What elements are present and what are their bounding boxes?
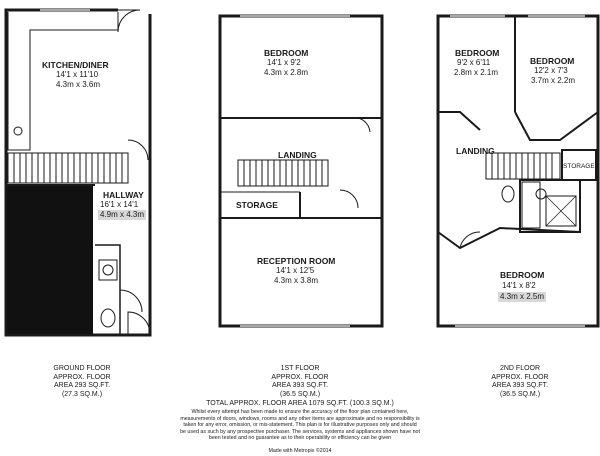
bedroom-4-metric: 4.3m x 2.5m	[500, 292, 545, 301]
second-floor-caption: 2ND FLOOR APPROX. FLOOR AREA 393 SQ.FT. (36.5 SQ.M.)	[491, 365, 549, 398]
hallway-imperial: 16'1 x 14'1	[100, 200, 139, 209]
basin-icon	[103, 265, 113, 275]
first-stairs	[238, 160, 328, 186]
storage-1-name: STORAGE	[236, 200, 278, 210]
bedroom-4-imperial: 14'1 x 8'2	[502, 281, 536, 290]
bedroom-1-metric: 4.3m x 2.8m	[264, 68, 309, 77]
hallway-metric: 4.9m x 4.3m	[100, 210, 145, 219]
bathroom	[502, 180, 580, 232]
bedroom-3-metric: 3.7m x 2.2m	[531, 76, 576, 85]
ground-stairs	[8, 153, 128, 183]
credit-line: Made with Metropix ©2014	[268, 448, 332, 454]
hob-icon	[14, 127, 22, 135]
hallway-name: HALLWAY	[103, 190, 144, 200]
reception-metric: 4.3m x 3.8m	[274, 276, 319, 285]
bedroom-2-name: BEDROOM	[455, 48, 500, 58]
toilet-icon	[101, 309, 115, 327]
bedroom-3-name: BEDROOM	[530, 56, 575, 66]
landing-1-name: LANDING	[278, 150, 317, 160]
landing-2-name: LANDING	[456, 146, 495, 156]
reception-name: RECEPTION ROOM	[257, 256, 336, 266]
wc-room	[95, 245, 142, 334]
bedroom-1-imperial: 14'1 x 9'2	[267, 58, 301, 67]
bedroom-2-imperial: 9'2 x 6'11	[457, 58, 491, 67]
total-floor-area: TOTAL APPROX. FLOOR AREA 1079 SQ.FT. (100.3 SQ.M.)	[206, 400, 394, 407]
bedroom-1-name: BEDROOM	[264, 48, 309, 58]
unused-area	[7, 186, 93, 334]
basin-icon-2	[536, 189, 546, 199]
bedroom-2-metric: 2.8m x 2.1m	[454, 68, 499, 77]
kitchen-name: KITCHEN/DINER	[42, 60, 109, 70]
second-stairs	[486, 153, 560, 179]
disclaimer: Whilst every attempt has been made to ensure the accuracy of the floor plan contained here, measurements of doors, windows, rooms and any other items are approximate and no responsibility is taken for any error, omission, or mis-statement. This plan is for illustrative purposes only and should be used as such by any prospective purchaser. The services, systems and appliances shown have not been tested and no guarantee as to their operability or efficiency can be given	[180, 409, 420, 442]
kitchen-metric: 4.3m x 3.6m	[56, 80, 101, 89]
bedroom-4-name: BEDROOM	[500, 270, 545, 280]
first-floor-caption: 1ST FLOOR APPROX. FLOOR AREA 393 SQ.FT. (36.5 SQ.M.)	[271, 365, 329, 398]
storage-2-name: STORAGE	[563, 163, 595, 170]
toilet-icon-2	[502, 186, 514, 202]
bedroom-3-imperial: 12'2 x 7'3	[534, 66, 568, 75]
ground-floor-plan	[6, 9, 150, 335]
ground-floor-caption: GROUND FLOOR APPROX. FLOOR AREA 293 SQ.FT. (27.3 SQ.M.)	[53, 365, 111, 398]
back-door	[118, 10, 140, 32]
kitchen-imperial: 14'1 x 11'10	[56, 70, 99, 79]
reception-imperial: 14'1 x 12'5	[276, 266, 315, 275]
